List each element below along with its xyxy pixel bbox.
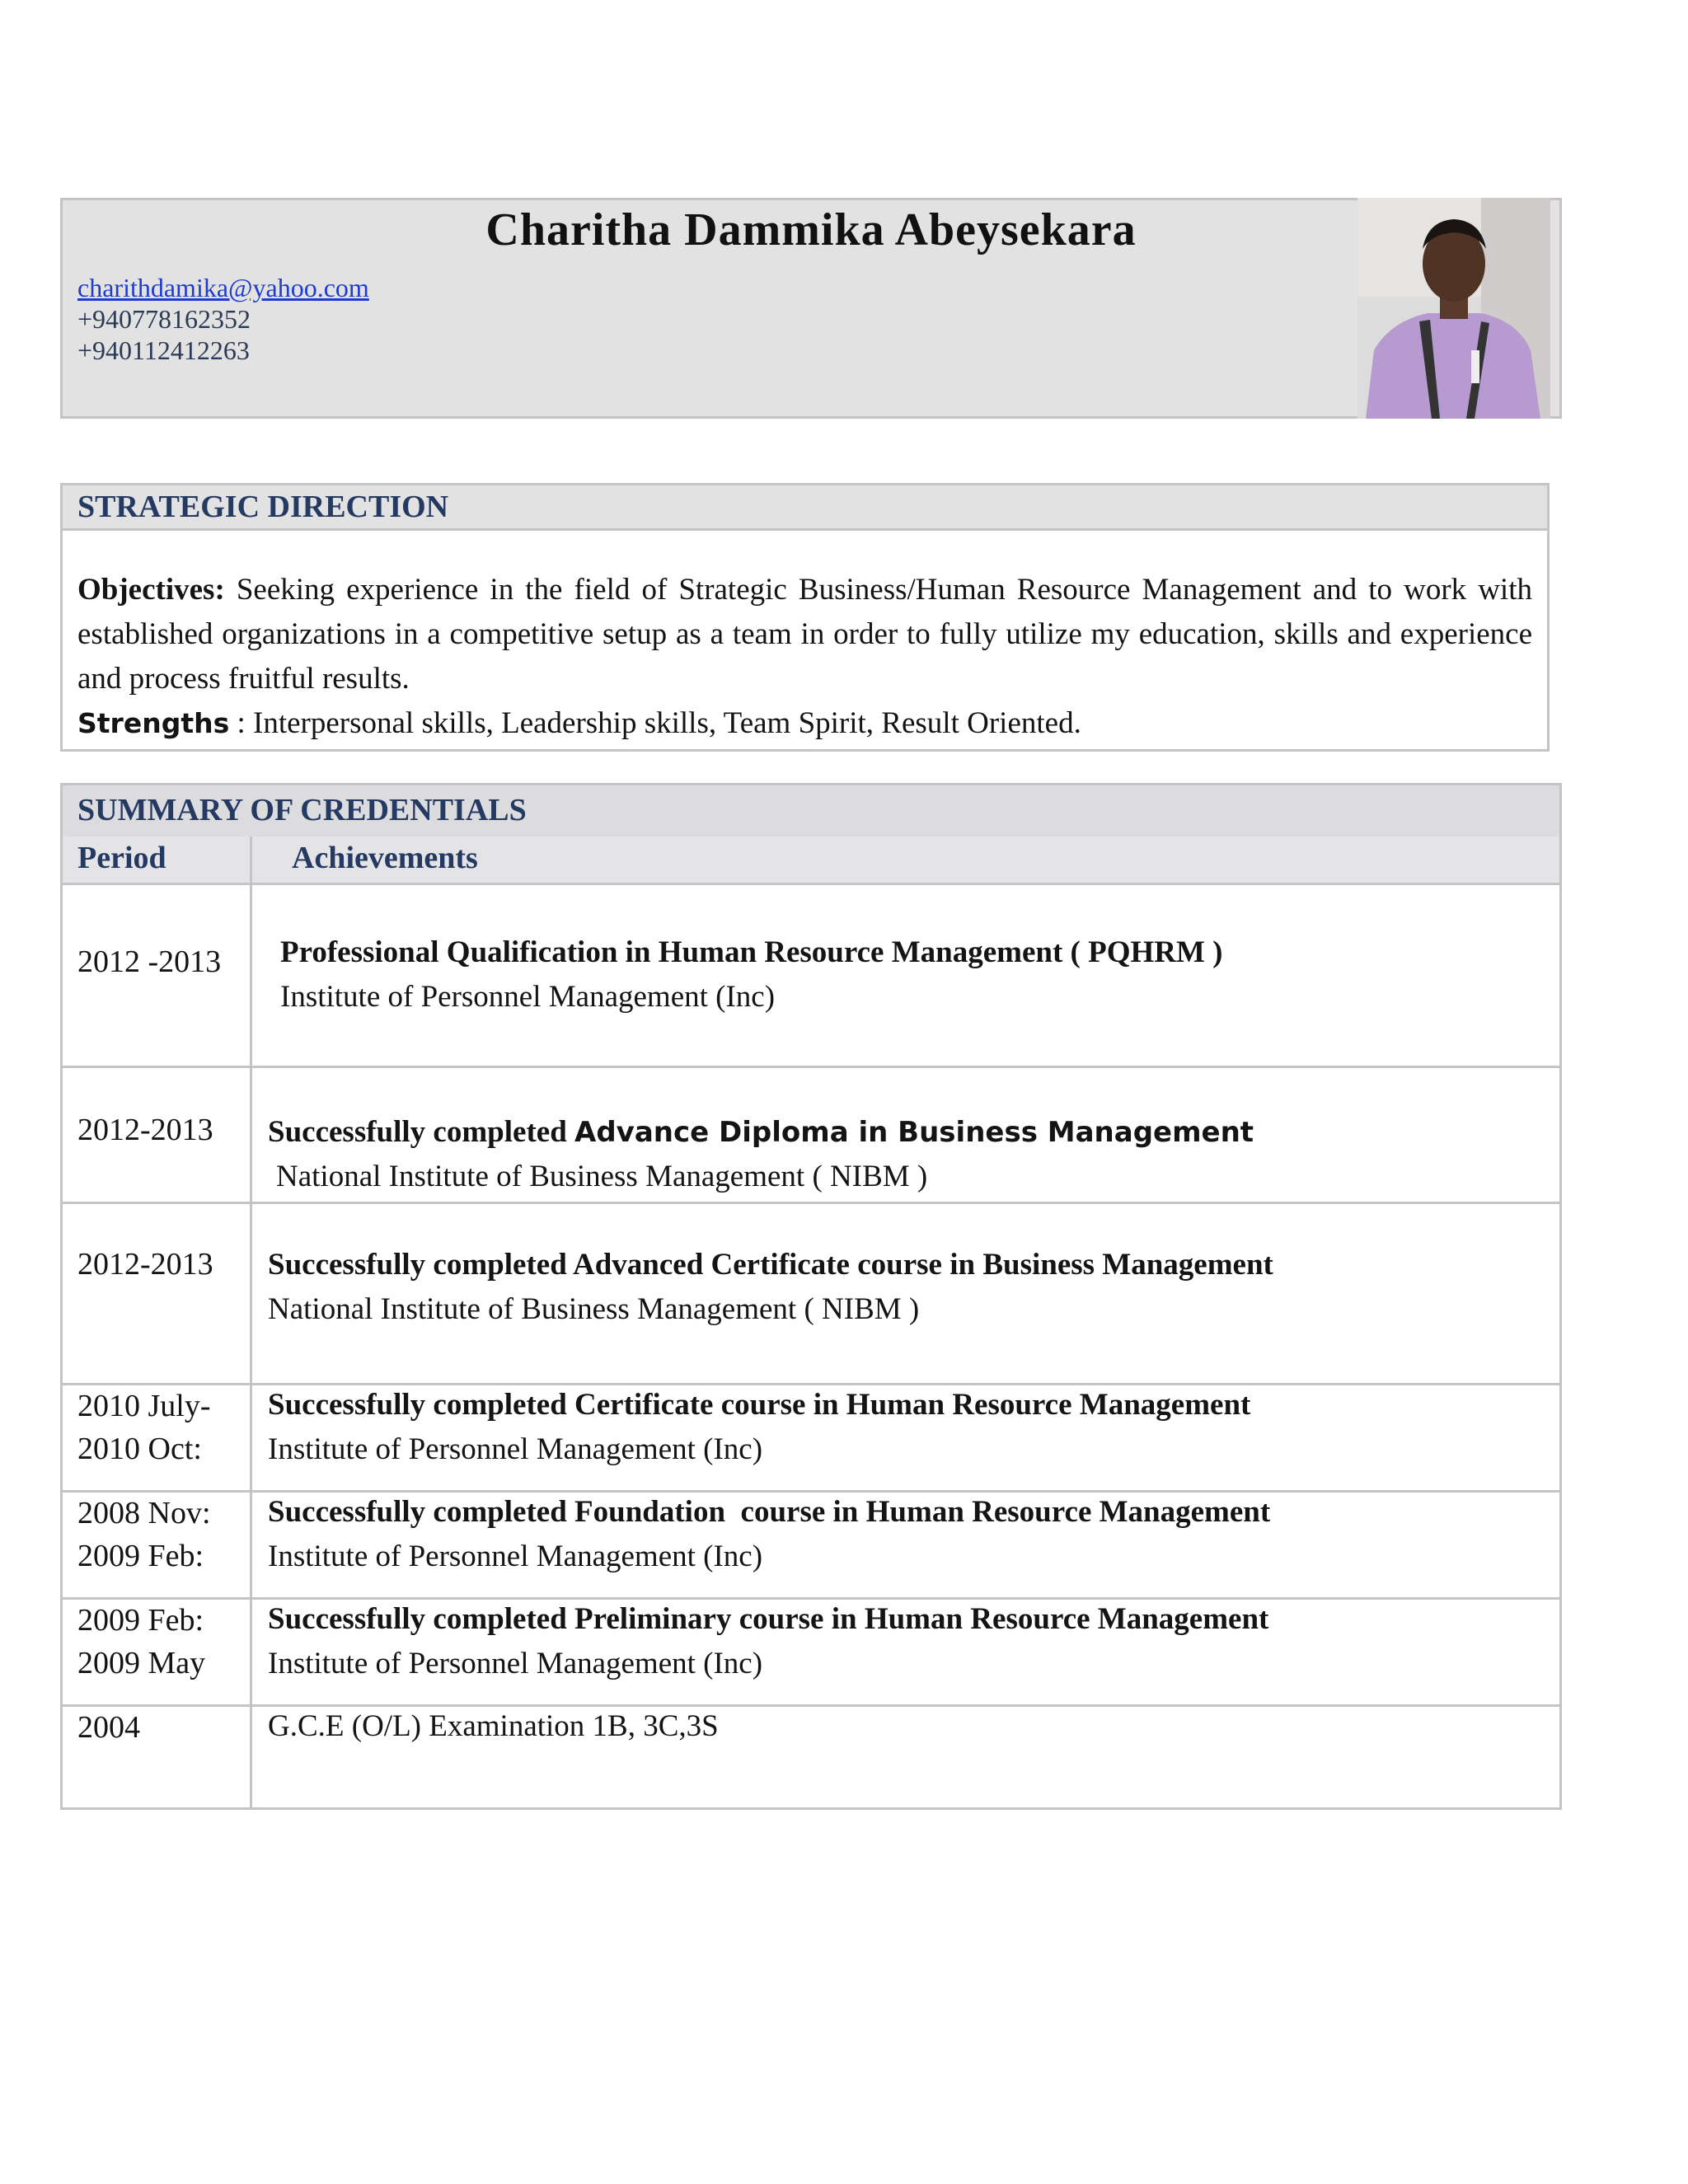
strengths-line (77, 701, 1532, 746)
row-achievement (268, 1110, 1254, 1199)
table-row (63, 1383, 1559, 1493)
credentials-header (63, 785, 1559, 839)
achievement-title: Successfully completed Certificate course in Human Resource Management (268, 1388, 1251, 1422)
achievement-title-main: Advance Diploma in Business Management (574, 1116, 1254, 1149)
person-photo-icon (1357, 198, 1550, 419)
achievement-text: G.C.E (O/L) Examination 1B, 3C,3S (268, 1709, 719, 1743)
row-period: 2008 Nov: 2009 Feb: (77, 1496, 211, 1573)
row-achievement (268, 1383, 1250, 1472)
achievement-institute: National Institute of Business Management ( NIBM ) (268, 1292, 920, 1326)
section-header (63, 485, 1547, 531)
table-row (63, 1490, 1559, 1600)
row-period: 2012-2013 (77, 1113, 213, 1147)
achievement-title: Successfully completed Foundation course in Human Resource Management (268, 1495, 1271, 1529)
achievement-institute: Institute of Personnel Management (Inc) (280, 980, 776, 1014)
achievement-institute: Institute of Personnel Management (Inc) (268, 1647, 763, 1680)
strengths-label: Strengths (77, 707, 230, 739)
table-row (63, 1704, 1559, 1810)
objectives-label: Objectives: (77, 573, 225, 607)
table-row (63, 883, 1559, 1068)
row-achievement (268, 1243, 1273, 1332)
phone-number-2: +940112412263 (77, 335, 250, 365)
section-title: STRATEGIC DIRECTION (77, 490, 449, 524)
column-header-achievements: Achievements (292, 841, 478, 875)
row-achievement (268, 1704, 719, 1749)
row-period: 2012-2013 (77, 1247, 213, 1282)
achievement-institute: Institute of Personnel Management (Inc) (268, 1432, 763, 1466)
profile-photo (1357, 198, 1550, 419)
row-period: 2004 (77, 1710, 140, 1745)
row-period: 2010 July- 2010 Oct: (77, 1389, 211, 1466)
row-achievement (268, 1490, 1270, 1579)
column-headers (63, 837, 1559, 885)
achievement-institute: National Institute of Business Management ( NIBM ) (276, 1160, 928, 1193)
achievement-title-prefix: Successfully completed (268, 1115, 575, 1149)
table-row (63, 1066, 1559, 1204)
column-header-period: Period (77, 841, 166, 875)
row-achievement (268, 1597, 1268, 1686)
achievement-institute: Institute of Personnel Management (Inc) (268, 1540, 763, 1573)
objectives-text: Seeking experience in the field of Strategic Business/Human Resource Management and to work with established organizations in a competitive setup as a team in order to fully utilize my education, skills and experience and process fruitful results. (77, 573, 1532, 696)
email-link[interactable]: charithdamika@yahoo.com (77, 273, 369, 302)
achievement-title: Successfully completed Preliminary course in Human Resource Management (268, 1602, 1269, 1636)
header-box (60, 198, 1562, 419)
table-row (63, 1597, 1559, 1707)
credentials-title: SUMMARY OF CREDENTIALS (77, 793, 527, 827)
credentials-table (60, 783, 1562, 1810)
objectives-paragraph (77, 568, 1532, 701)
row-period: 2012 -2013 (77, 944, 222, 979)
row-period: 2009 Feb: 2009 May (77, 1603, 206, 1680)
achievement-title: Successfully completed Advanced Certificate course in Business Management (268, 1248, 1273, 1282)
candidate-name: Charitha Dammika Abeysekara (485, 204, 1137, 255)
table-row (63, 1202, 1559, 1385)
achievement-title: Professional Qualification in Human Resource Management ( PQHRM ) (280, 935, 1223, 969)
phone-number-1: +940778162352 (77, 304, 251, 334)
row-achievement (280, 930, 1223, 1019)
strategic-direction-section (60, 483, 1550, 752)
strengths-text: : Interpersonal skills, Leadership skills, Team Spirit, Result Oriented. (229, 706, 1081, 740)
achievement-title (268, 1110, 1254, 1155)
